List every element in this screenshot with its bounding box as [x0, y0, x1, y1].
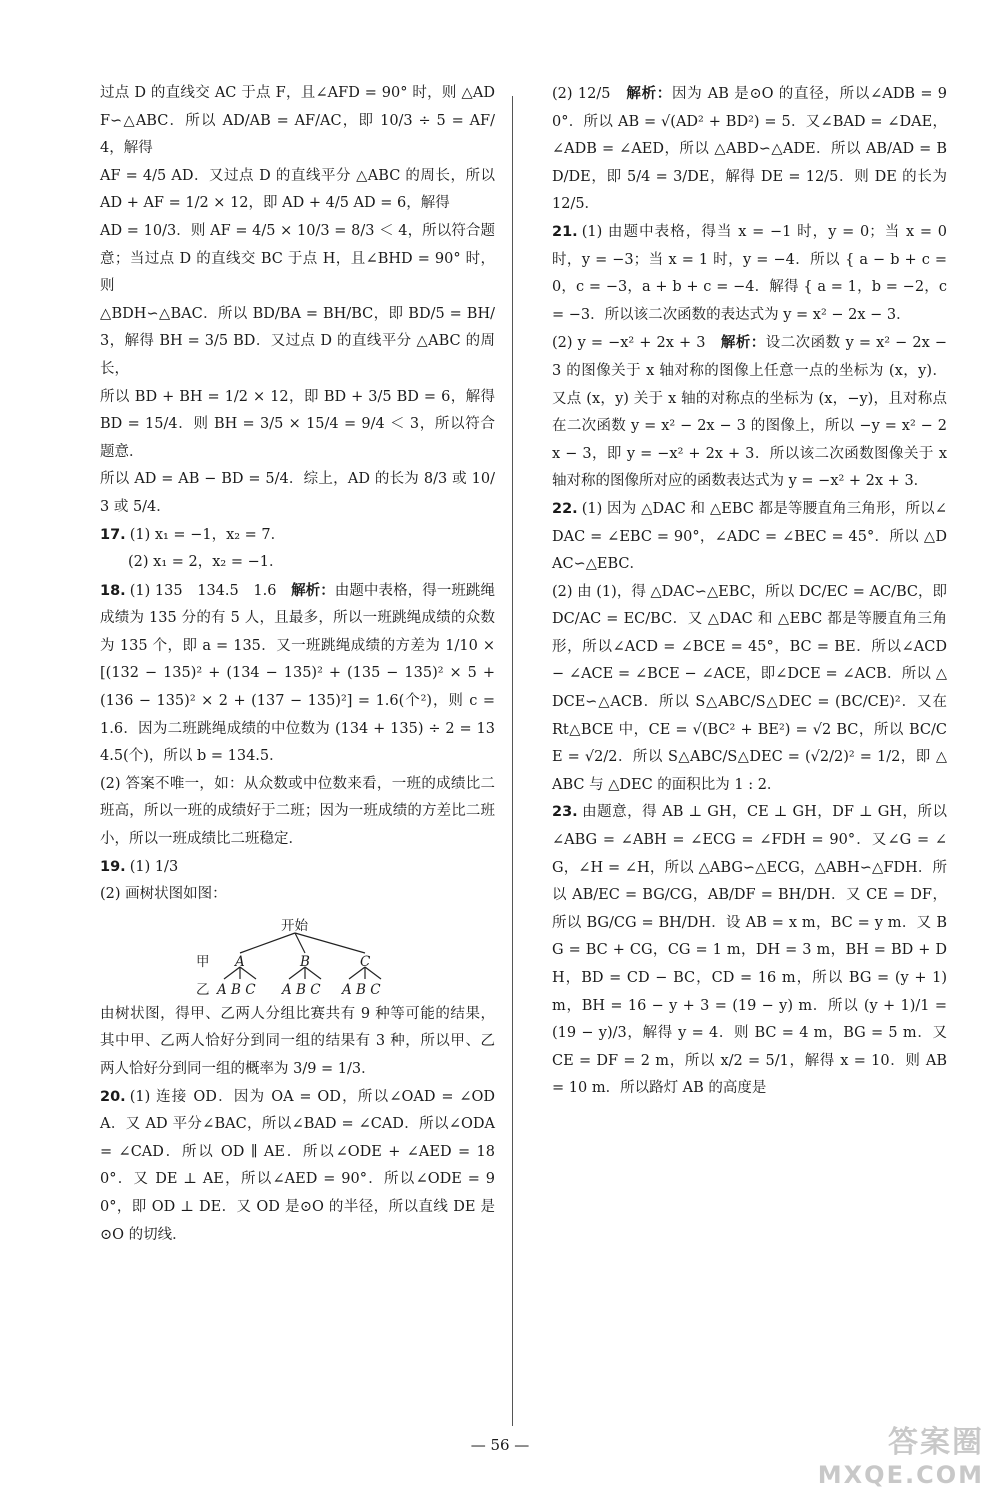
q16-continuation-6: 所以 AD = AB − BD = 5/4．综上，AD 的长为 8/3 或 10/3 或 5/4．	[100, 471, 495, 515]
left-column	[100, 80, 495, 1249]
tree-level1-label: 甲	[196, 953, 210, 970]
question-number: 23.	[552, 804, 578, 821]
q20-part2-answer: (2) 12/5	[552, 86, 611, 102]
q19-conclusion: 由树状图，得甲、乙两人分组比赛共有 9 种等可能的结果，其中甲、乙两人恰好分到同一组的结果有 3 种，所以甲、乙两人恰好分到同一组的概率为 3/9 = 1/3．	[100, 1005, 495, 1077]
q16-continuation-3: AD = 10/3．则 AF = 4/5 × 10/3 = 8/3 ＜ 4，所以符合题意；当过点 D 的直线交 BC 于点 H，且∠BHD = 90° 时，则	[100, 222, 495, 295]
q17-part2: (2) x₁ = 2，x₂ = −1．	[128, 554, 284, 571]
question-number: 17.	[100, 526, 126, 543]
q18-answer: (1) 135 134.5 1.6	[129, 582, 277, 599]
right-column	[552, 80, 947, 1103]
analysis-label: 解析：	[626, 85, 673, 102]
watermark-logo-text: 答案圈	[888, 1425, 984, 1460]
tree-node-c: C	[360, 953, 371, 970]
question-23	[552, 799, 947, 1103]
q19-part2-intro: (2) 画树状图如图：	[100, 886, 227, 903]
tree-node-a: A	[235, 953, 245, 970]
analysis-label: 解析：	[291, 581, 335, 599]
question-19	[100, 854, 495, 1084]
question-18	[100, 577, 495, 854]
q22-part2: (2) 由 (1)，得 △DAC∽△EBC，所以 DC/EC = AC/BC，即 DC/AC = EC/BC．又 △DAC 和 △EBC 都是等腰直角三角形，所以∠ACD = ∠BCE = 45°，BC = BE．所以∠ACD − ∠ACE = ∠BCE − ∠ACE，即∠DCE = ∠ACB．所以 △DCE∽△ACB．所以 S△ABC/S△DEC = (BC/CE)²．又在 Rt△BCE 中，CE = √(BC² + BE²) = √2 BC，所以 BC/CE = √2/2．所以 S△ABC/S△DEC = (√2/2)² = 1/2，即 △ABC 与 △DEC 的面积比为 1 : 2．	[552, 583, 947, 793]
question-21	[552, 219, 947, 496]
q22-part1: (1) 因为 △DAC 和 △EBC 都是等腰直角三角形，所以∠DAC = ∠EBC = 90°，∠ADC = ∠BEC = 45°．所以 △DAC∽△EBC．	[552, 500, 947, 573]
question-number: 20.	[100, 1088, 126, 1105]
tree-node-b: B	[300, 953, 310, 970]
q16-continuation-1: 过点 D 的直线交 AC 于点 F，且∠AFD = 90° 时，则 △ADF∽△ABC．所以 AD/AB = AF/AC，即 10/3 ÷ 5 = AF/4，解得	[100, 85, 495, 157]
q18-part2: (2) 答案不唯一，如：从众数或中位数来看，一班的成绩比二班高，所以一班的成绩好于二班；因为一班成绩的方差比二班小，所以一班成绩比二班稳定．	[100, 775, 495, 848]
tree-leaves-c: A B C	[342, 981, 381, 998]
column-divider	[512, 96, 513, 1426]
question-22	[552, 496, 947, 800]
question-number: 18.	[100, 582, 126, 599]
q17-part1: (1) x₁ = −1，x₂ = 7．	[129, 526, 286, 543]
q21-part1: (1) 由题中表格，得当 x = −1 时，y = 0；当 x = 0 时，y = −3；当 x = 1 时，y = −4．所以 { a − b + c = 0，c = −3，a + b + c = −4．解得 { a = 1，b = −2，c = −3．所以该二次函数的表达式为 y = x² − 2x − 3．	[552, 223, 947, 323]
question-17	[100, 522, 495, 577]
tree-level2-label: 乙	[196, 981, 210, 998]
q16-continuation-4: △BDH∽△BAC．所以 BD/BA = BH/BC，即 BD/5 = BH/3，解得 BH = 3/5 BD．又过点 D 的直线平分 △ABC 的周长，	[100, 305, 495, 377]
page-number: — 56 —	[470, 1436, 530, 1454]
tree-leaves-a: A B C	[217, 981, 256, 998]
question-number: 21.	[552, 223, 578, 240]
watermark-url: MXQE.COM	[817, 1461, 984, 1489]
question-20	[100, 1084, 495, 1250]
q19-part1: (1) 1/3	[129, 858, 179, 875]
q20-part2-analysis: 因为 AB 是⊙O 的直径，所以∠ADB = 90°．所以 AB = √(AD² + BD²) = 5．又∠BAD = ∠DAE，∠ADB = ∠AED，所以 △ABD∽△ADE．所以 AB/AD = BD/DE，即 5/4 = 3/DE，解得 DE = 12/5．则 DE 的长为 12/5．	[552, 86, 948, 213]
tree-leaves-b: A B C	[282, 981, 321, 998]
q18-analysis: 由题中表格，得一班跳绳成绩为 135 分的有 5 人，且最多，所以一班跳绳成绩的众数为 135 个，即 a = 135．又一班跳绳成绩的方差为 1/10 × [(132 − 135)² + (134 − 135)² + (135 − 135)² × 5 + (136 − 135)² × 2 + (137 − 135)²] = 1.6(个²)，则 c = 1.6．因为二班跳绳成绩的中位数为 (134 + 135) ÷ 2 = 134.5(个)，所以 b = 134.5．	[100, 582, 495, 765]
watermark	[818, 1417, 984, 1489]
tree-diagram	[196, 915, 390, 998]
question-number: 19.	[100, 858, 126, 875]
q16-continuation-2: AF = 4/5 AD．又过点 D 的直线平分 △ABC 的周长，所以 AD + AF = 1/2 × 12，即 AD + 4/5 AD = 6，解得	[100, 167, 495, 212]
question-number: 22.	[552, 500, 578, 517]
q21-part2-analysis: 设二次函数 y = x² − 2x − 3 的图像关于 x 轴对称的图像上任意一点的坐标为 (x，y)．又点 (x，y) 关于 x 轴的对称点的坐标为 (x，−y)，且对称点在二次函数 y = x² − 2x − 3 的图像上，所以 −y = x² − 2x − 3，即 y = −x² + 2x + 3．所以该二次函数图像关于 x 轴对称的图像所对应的函数表达式为 y = −x² + 2x + 3．	[552, 335, 948, 490]
q21-part2-answer: (2) y = −x² + 2x + 3	[552, 335, 706, 352]
q16-continuation-5: 所以 BD + BH = 1/2 × 12，即 BD + 3/5 BD = 6，解得 BD = 15/4．则 BH = 3/5 × 15/4 = 9/4 ＜ 3，所以符合题意．	[100, 388, 495, 460]
analysis-label: 解析：	[720, 334, 766, 352]
q23-text: 由题意，得 AB ⊥ GH，CE ⊥ GH，DF ⊥ GH，所以∠ABG = ∠ABH = ∠ECG = ∠FDH = 90°．又∠G = ∠G，∠H = ∠H，所以 △ABG∽△ECG，△ABH∽△FDH．所以 AB/EC = BG/CG，AB/DF = BH/DH．又 CE = DF，所以 BG/CG = BH/DH．设 AB = x m，BC = y m．又 BG = BC + CG，CG = 1 m，DH = 3 m，BH = BD + DH，BD = CD − BC，CD = 16 m，所以 BG = (y + 1) m，BH = 16 − y + 3 = (19 − y) m．所以 (y + 1)/1 = (19 − y)/3，解得 y = 4．则 BC = 4 m，BG = 5 m．又 CE = DF = 2 m，所以 x/2 = 5/1，解得 x = 10．则 AB = 10 m．所以路灯 AB 的高度是	[552, 804, 947, 1097]
q20-part1: (1) 连接 OD．因为 OA = OD，所以∠OAD = ∠ODA．又 AD 平分∠BAC，所以∠BAD = ∠CAD．所以∠ODA = ∠CAD．所以 OD ∥ AE．所以∠ODE + ∠AED = 180°．又 DE ⊥ AE，所以∠AED = 90°．所以∠ODE = 90°，即 OD ⊥ DE．又 OD 是⊙O 的半径，所以直线 DE 是⊙O 的切线．	[100, 1088, 495, 1243]
tree-root: 开始	[281, 917, 308, 934]
